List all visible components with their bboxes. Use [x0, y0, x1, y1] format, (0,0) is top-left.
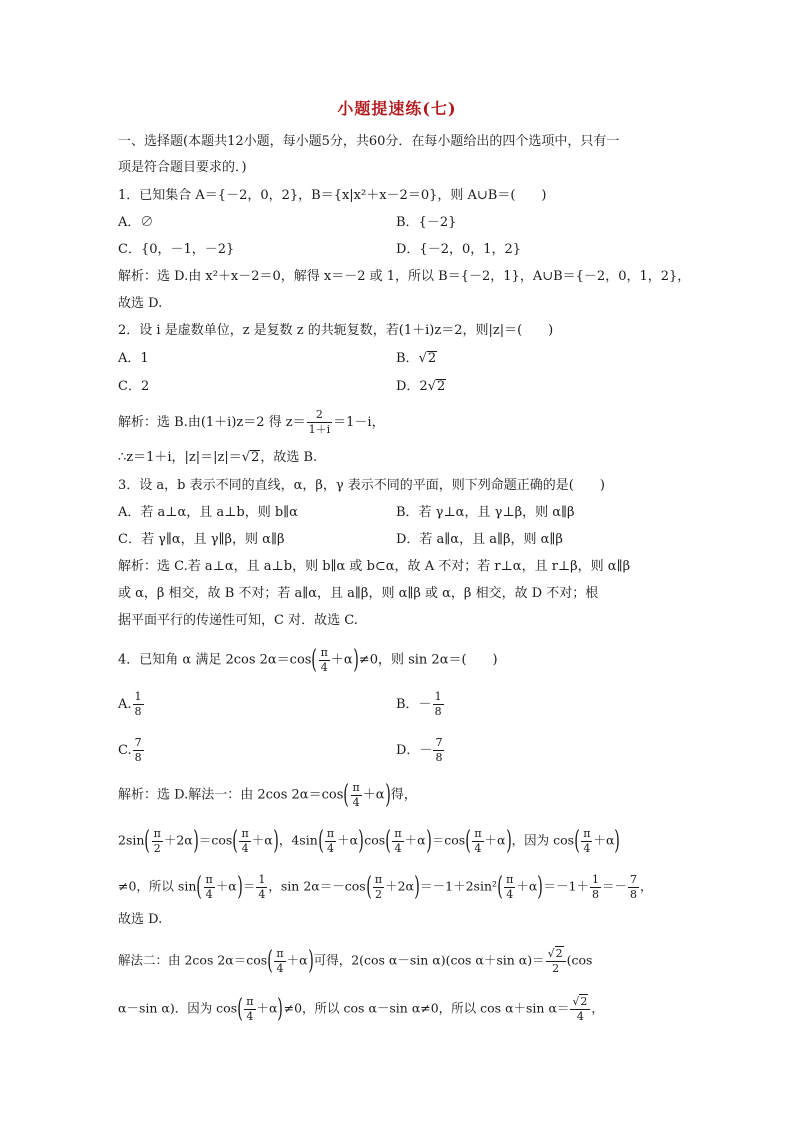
q4-solution-line2: 2sin( $\frac{\pi}{2}$ ＋2α)＝cos( $\frac{\pi}{4}$ ＋α)，4sin( $\frac{\pi}{4}$ ＋α)cos( $\frac{\pi}{4}$ ＋α)＝cos( $\frac{\pi}{4}$ ＋α)，因为 cos( $\frac{\pi}{4}$ ＋α) — [118, 826, 621, 856]
q4-method2-line1: 解法二：由 2cos 2α＝cos( $\frac{\pi}{4}$ ＋α)可得，2(cos α－sin α)(cos α＋sin α)＝ $\frac{√2}{2}$ (cos — [118, 946, 593, 976]
q2-option-a: A．1 — [118, 351, 149, 366]
q3-stem: 3．设 a，b 表示不同的直线，α，β，γ 表示不同的平面，则下列命题正确的是( ) — [118, 478, 605, 493]
q4-method2-line2: α－sin α)．因为 cos( $\frac{\pi}{4}$ ＋α)≠0，所以 cos α－sin α≠0，所以 cos α＋sin α＝ $\frac{√2}{4}$ ， — [118, 994, 604, 1024]
q3-solution-line2: 或 α，β 相交，故 B 不对；若 a∥α，且 a∥β，则 α∥β 或 α，β 相交，故 D 不对；根 — [118, 586, 599, 601]
q4-stem: 4．已知角 α 满足 2cos 2α＝cos( $\frac{\pi}{4}$ ＋α)≠0，则 sin 2α＝( ) — [118, 645, 498, 675]
q3-option-a: A．若 a⊥α，且 a⊥b，则 b∥α — [118, 505, 298, 520]
q3-option-d: D．若 a∥α，且 a∥β，则 α∥β — [396, 532, 563, 547]
q1-option-a: A．∅ — [118, 215, 154, 230]
q3-option-b: B．若 γ⊥α，且 γ⊥β，则 α∥β — [396, 505, 575, 520]
q2-solution-line2: ∴z＝1＋i，|z|＝|z|＝√2，故选 B. — [118, 450, 318, 465]
q4-option-a: A. $\frac{1}{8}$ — [118, 690, 142, 718]
q2-solution-line1: 解析：选 B.由(1＋i)z＝2 得 z＝ $\frac{2}{1+i}$ ＝1－i， — [118, 408, 385, 436]
q4-solution-line4: 故选 D. — [118, 912, 163, 927]
page-title: 小题提速练(七) — [337, 99, 457, 118]
fraction: $\frac{2}{1+i}$ — [308, 408, 331, 436]
q2-option-c: C．2 — [118, 379, 150, 394]
section-intro-line1: 一、选择题(本题共12小题，每小题5分，共60分．在每小题给出的四个选项中，只有一 — [118, 134, 620, 149]
q3-solution-line3: 据平面平行的传递性可知，C 对．故选 C. — [118, 613, 358, 628]
section-intro-line2: 项是符合题目要求的．) — [118, 160, 247, 175]
q4-option-c: C. $\frac{7}{8}$ — [118, 736, 142, 764]
q1-option-c: C．{0，－1，－2} — [118, 242, 235, 257]
q1-solution-line2: 故选 D. — [118, 296, 163, 311]
q3-solution-line1: 解析：选 C.若 a⊥α，且 a⊥b，则 b∥α 或 b⊂α，故 A 不对；若 r⊥α，且 r⊥β，则 α∥β — [118, 559, 631, 574]
q3-option-c: C．若 γ∥α，且 γ∥β，则 α∥β — [118, 532, 285, 547]
q2-stem: 2．设 i 是虚数单位，z 是复数 z 的共轭复数，若(1＋i)z＝2，则|z|＝( ) — [118, 323, 554, 338]
q2-option-b: B．√2 — [396, 351, 437, 366]
q1-solution-line1: 解析：选 D.由 x²＋x－2＝0，解得 x＝－2 或 1，所以 B＝{－2，1}，A∪B＝{－2，0，1，2}， — [118, 269, 691, 284]
q4-solution-line1: 解析：选 D.解法一：由 2cos 2α＝cos( $\frac{\pi}{4}$ ＋α)得， — [118, 780, 417, 810]
q1-option-b: B．{－2} — [396, 215, 457, 230]
q4-solution-line3: ≠0，所以 sin( $\frac{\pi}{4}$ ＋α)＝ $\frac{1}{4}$ ，sin 2α＝－cos( $\frac{\pi}{2}$ ＋2α)＝－1＋2sin²( $\frac{\pi}{4}$ ＋α)＝－1＋ $\frac{1}{8}$ ＝－ $\frac{7}{8}$ ， — [118, 872, 653, 902]
q1-option-d: D．{－2，0，1，2} — [396, 242, 522, 257]
q4-option-d: D．－ $\frac{7}{8}$ — [396, 736, 443, 764]
q2-option-d: D．2√2 — [396, 379, 446, 394]
q1-stem: 1．已知集合 A＝{－2，0，2}，B＝{x|x²＋x－2＝0}，则 A∪B＝( ) — [118, 188, 547, 203]
q4-option-b: B．－ $\frac{1}{8}$ — [396, 690, 442, 718]
